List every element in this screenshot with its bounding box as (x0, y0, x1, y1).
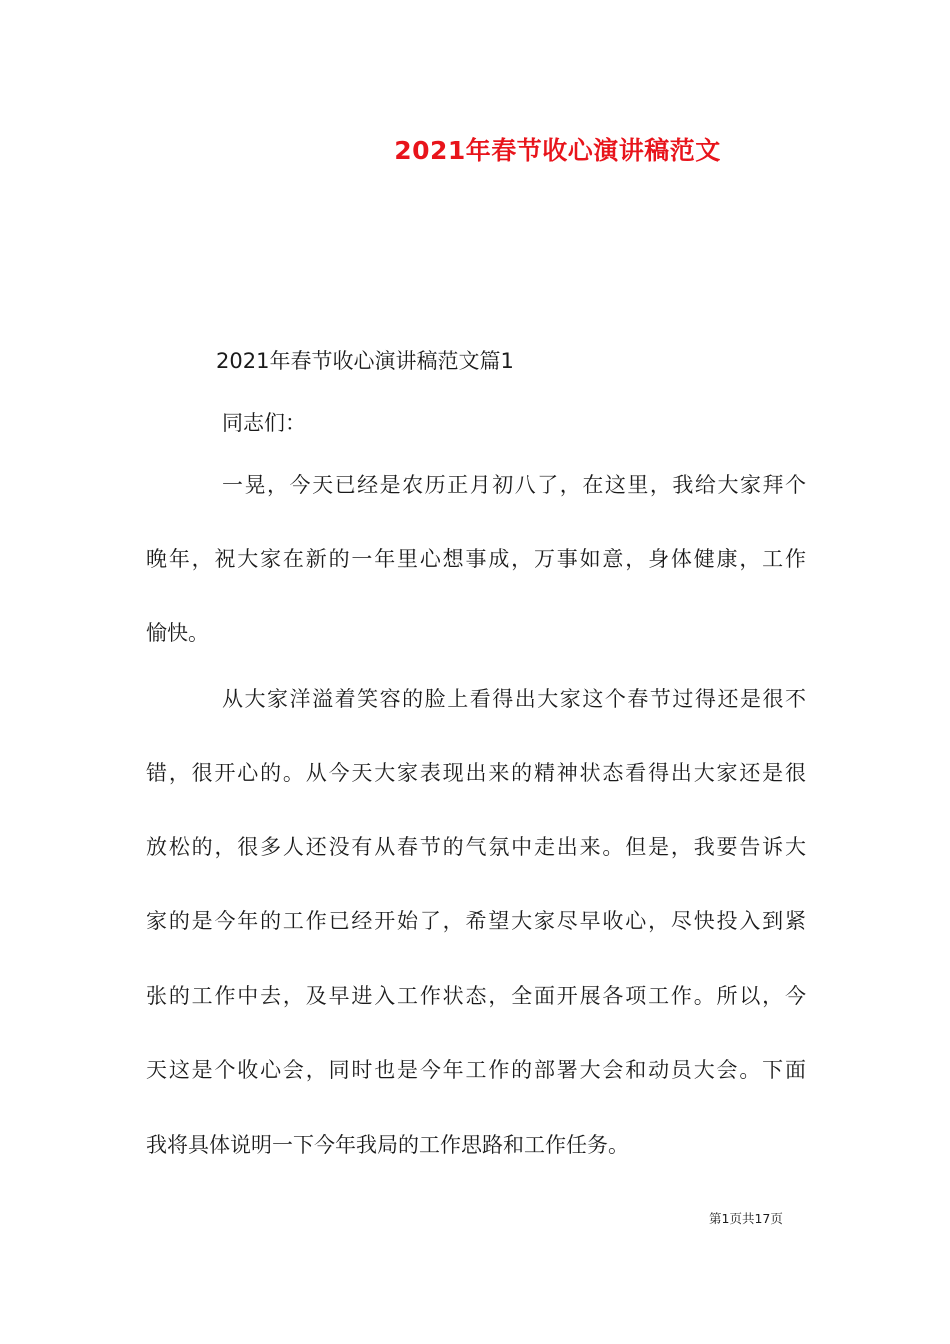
paragraph-2-line-6: 天这是个收心会，同时也是今年工作的部署大会和动员大会。下面 (146, 1058, 806, 1082)
paragraph-1-line-1: 一晃，今天已经是农历正月初八了，在这里，我给大家拜个 (222, 473, 806, 497)
paragraph-2-line-3: 放松的，很多人还没有从春节的气氛中走出来。但是，我要告诉大 (146, 835, 806, 859)
page-footer: 第1页共17页 (709, 1211, 783, 1226)
document-title: 2021年春节收心演讲稿范文 (394, 136, 721, 165)
paragraph-1-line-3: 愉快。 (146, 621, 209, 645)
paragraph-2-line-2: 错，很开心的。从今天大家表现出来的精神状态看得出大家还是很 (146, 761, 806, 785)
paragraph-1-line-2: 晚年，祝大家在新的一年里心想事成，万事如意，身体健康，工作 (146, 547, 806, 571)
salutation: 同志们： (222, 411, 306, 435)
paragraph-2-line-1: 从大家洋溢着笑容的脸上看得出大家这个春节过得还是很不 (222, 687, 806, 711)
paragraph-2-line-5: 张的工作中去，及早进入工作状态，全面开展各项工作。所以，今 (146, 984, 806, 1008)
section-heading: 2021年春节收心演讲稿范文篇1 (216, 349, 514, 373)
paragraph-2-line-4: 家的是今年的工作已经开始了，希望大家尽早收心，尽快投入到紧 (146, 909, 806, 933)
paragraph-2-line-7: 我将具体说明一下今年我局的工作思路和工作任务。 (146, 1133, 629, 1157)
